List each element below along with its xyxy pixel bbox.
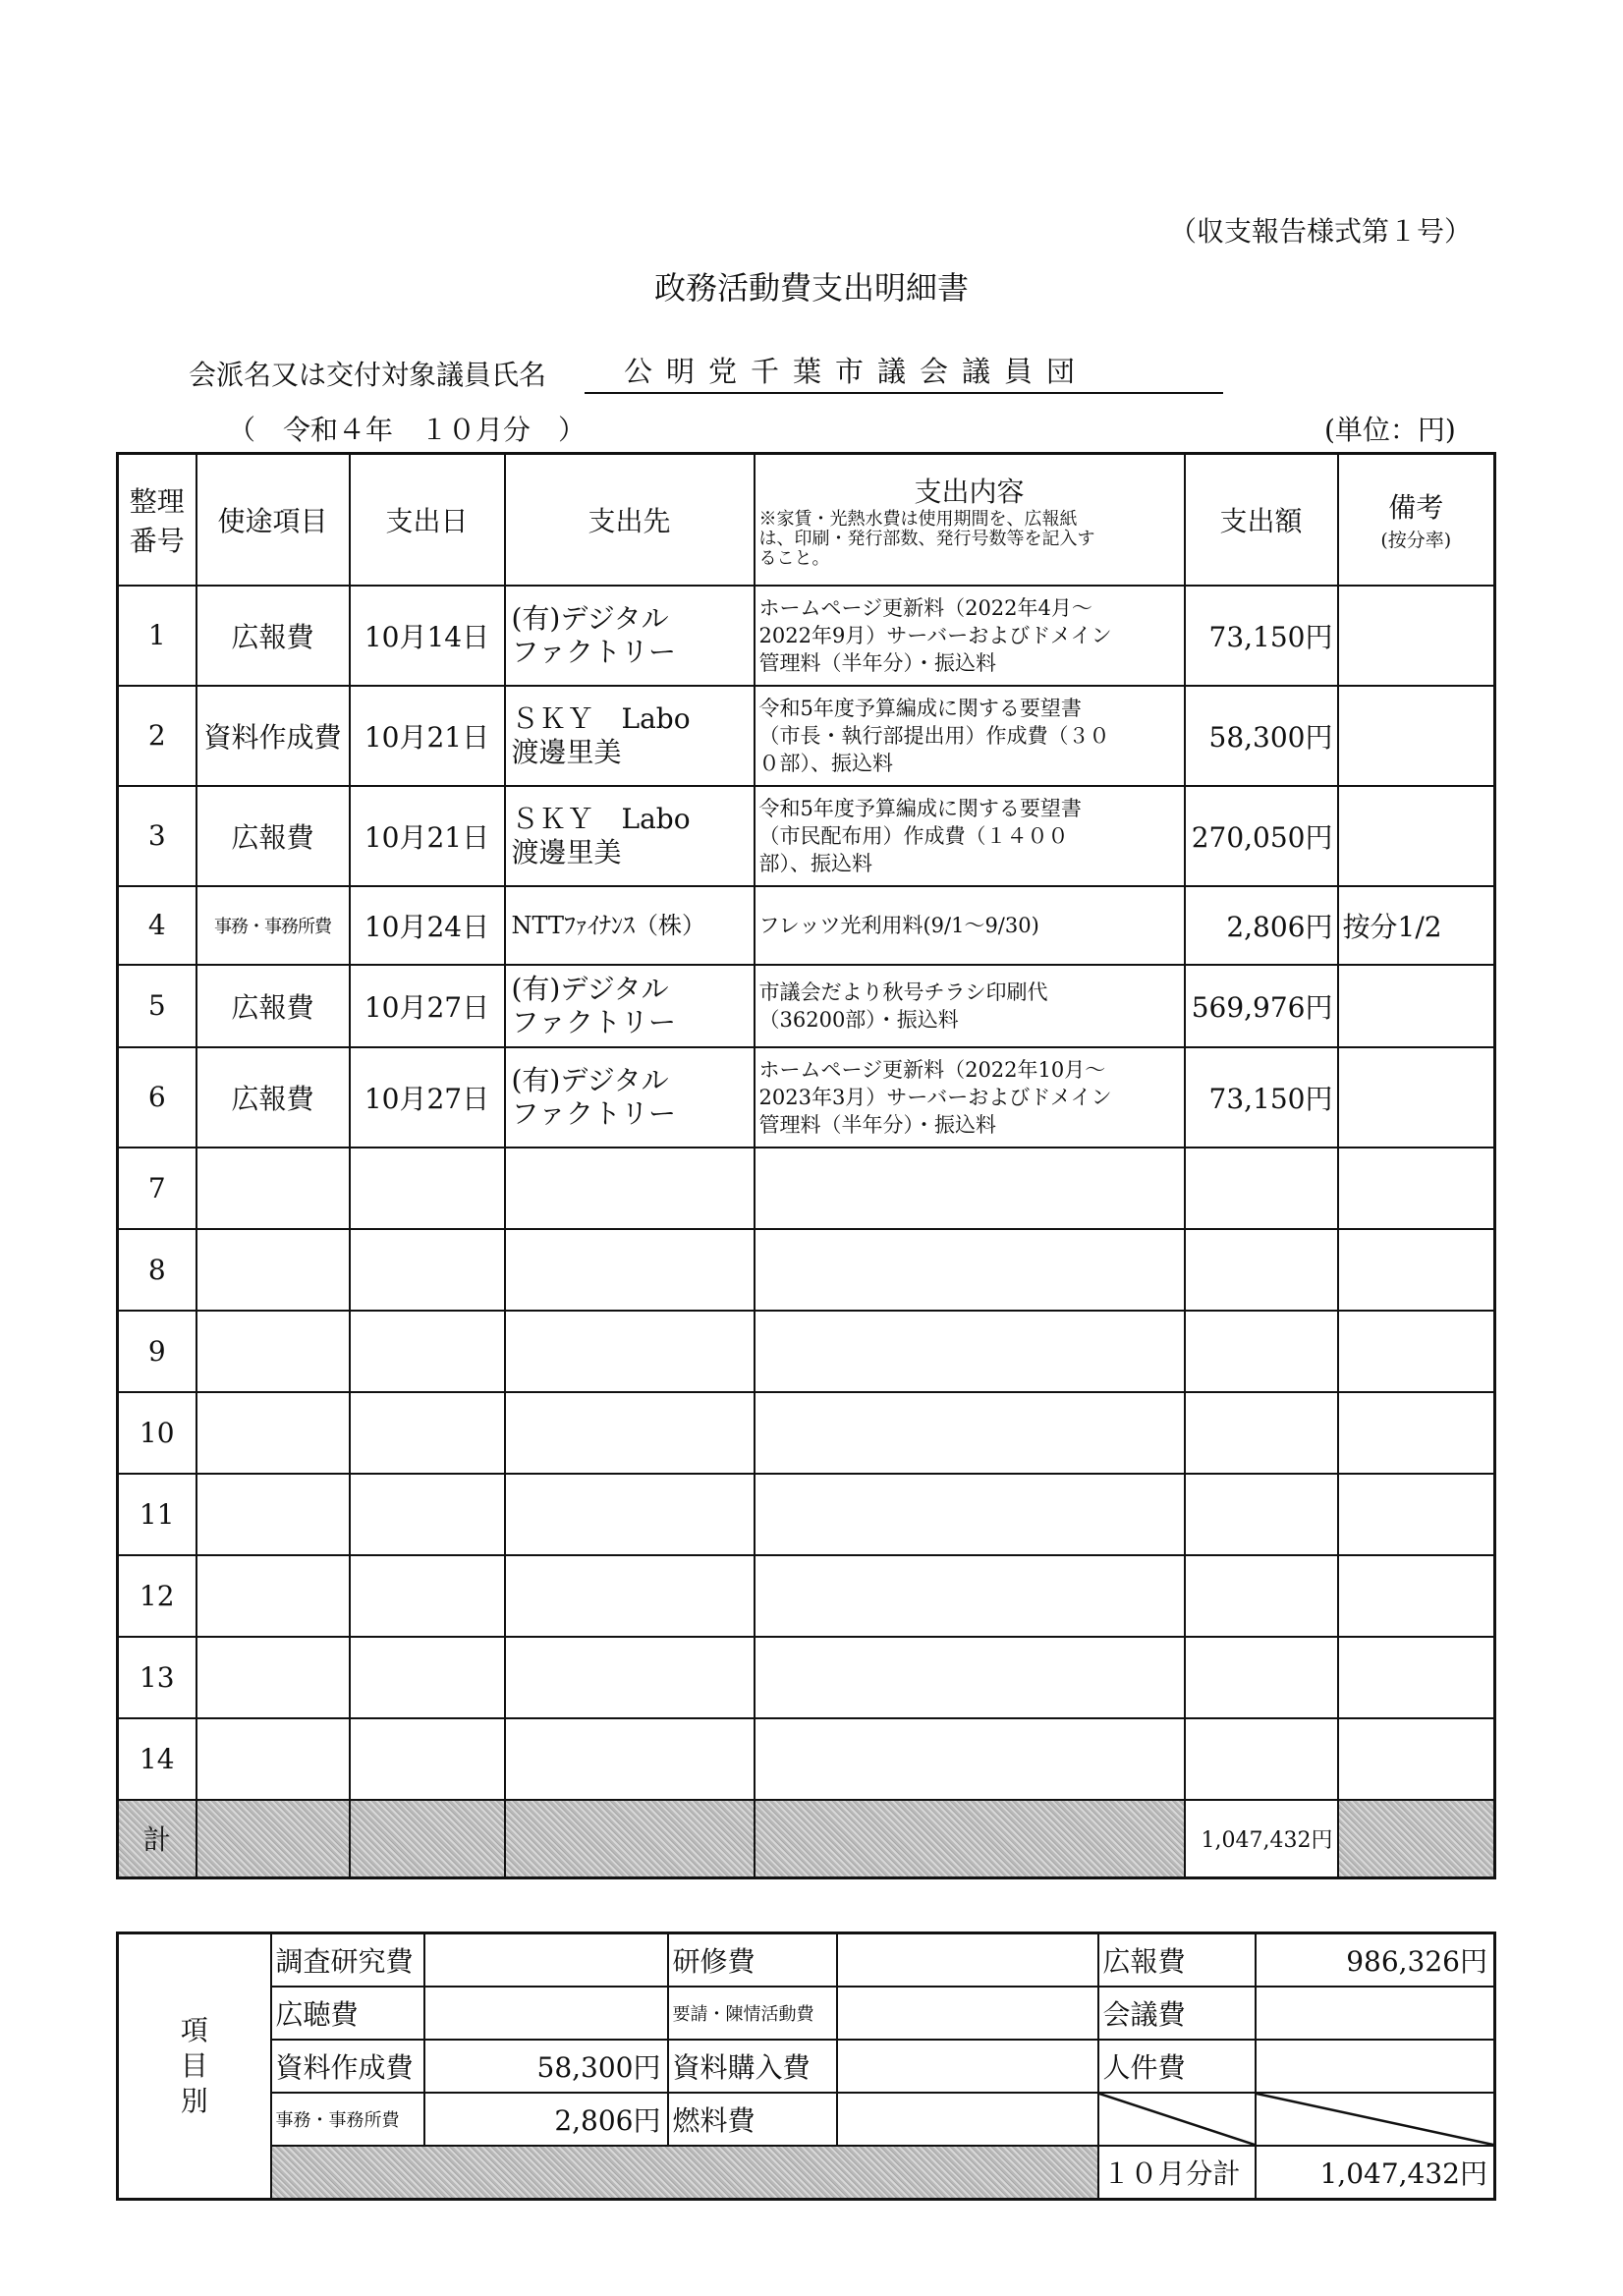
value-month-total: 1,047,432円 [1256, 2146, 1495, 2200]
row-amount: 58,300円 [1185, 686, 1338, 786]
label-pr: 広報費 [1098, 1933, 1256, 1988]
label-training: 研修費 [668, 1933, 837, 1988]
value-hearing [424, 1987, 668, 2040]
diagonal-cell [1098, 2093, 1256, 2146]
header-remark: 備考 (按分率) [1338, 454, 1495, 586]
header-payee: 支出先 [505, 454, 755, 586]
table-row [118, 1718, 1495, 1800]
label-office: 事務・事務所費 [271, 2093, 424, 2146]
diagonal-cell [1256, 2093, 1495, 2146]
row-use: 資料作成費 [196, 686, 350, 786]
row-payee: (有)デジタル ファクトリー [505, 965, 755, 1047]
table-row [118, 1148, 1495, 1229]
table-row [118, 1637, 1495, 1718]
row-number: 14 [118, 1718, 196, 1800]
row-amount: 569,976円 [1185, 965, 1338, 1047]
row-number: 12 [118, 1555, 196, 1637]
row-number: 2 [118, 686, 196, 786]
row-remark [1338, 686, 1495, 786]
label-hearing: 広聴費 [271, 1987, 424, 2040]
party-name: 公明党千葉市議会議員団 [585, 350, 1223, 394]
row-number: 13 [118, 1637, 196, 1718]
table-row [118, 1047, 1495, 1148]
table-row [118, 786, 1495, 886]
expense-table [116, 452, 1496, 1879]
row-remark [1338, 586, 1495, 686]
row-amount: 73,150円 [1185, 586, 1338, 686]
row-number: 10 [118, 1392, 196, 1474]
table-row [118, 1311, 1495, 1392]
row-payee: NTTﾌｧｲﾅﾝｽ（株） [505, 886, 755, 965]
shaded-cell [271, 2146, 1098, 2200]
row-detail: ホームページ更新料（2022年4月～ 2022年9月）サーバーおよびドメイン 管理料（半年分）・振込料 [755, 586, 1185, 686]
row-date: 10月21日 [350, 686, 505, 786]
row-use: 事務・事務所費 [196, 886, 350, 965]
value-purchase [837, 2040, 1098, 2093]
row-detail: フレッツ光利用料(9/1～9/30) [755, 886, 1185, 965]
row-number: 4 [118, 886, 196, 965]
page-title: 政務活動費支出明細書 [653, 269, 969, 307]
row-detail: 令和5年度予算編成に関する要望書 （市民配布用）作成費（１４００ 部）、振込料 [755, 786, 1185, 886]
value-fuel [837, 2093, 1098, 2146]
label-purchase: 資料購入費 [668, 2040, 837, 2093]
row-date: 10月14日 [350, 586, 505, 686]
header-date: 支出日 [350, 454, 505, 586]
table-row [118, 965, 1495, 1047]
value-petition [837, 1987, 1098, 2040]
row-use: 広報費 [196, 586, 350, 686]
label-materials: 資料作成費 [271, 2040, 424, 2093]
header-detail-note: ること。 [758, 547, 830, 569]
header-no: 整理 番号 [118, 454, 196, 586]
category-summary-table [116, 1932, 1496, 2201]
row-use: 広報費 [196, 786, 350, 886]
row-remark [1338, 965, 1495, 1047]
total-amount: 1,047,432円 [1185, 1800, 1338, 1878]
label-research: 調査研究費 [271, 1933, 424, 1988]
table-row [118, 1392, 1495, 1474]
table-row [118, 886, 1495, 965]
row-payee: (有)デジタル ファクトリー [505, 1047, 755, 1148]
label-fuel: 燃料費 [668, 2093, 837, 2146]
row-number: 6 [118, 1047, 196, 1148]
row-number: 7 [118, 1148, 196, 1229]
row-number: 11 [118, 1474, 196, 1555]
value-pr: 986,326円 [1256, 1933, 1495, 1988]
row-amount: 270,050円 [1185, 786, 1338, 886]
label-petition: 要請・陳情活動費 [668, 1987, 837, 2040]
header-detail-note: は、印刷・発行部数、発行号数等を記入す [758, 528, 1095, 549]
value-personnel [1256, 2040, 1495, 2093]
row-use: 広報費 [196, 1047, 350, 1148]
row-payee: (有)デジタル ファクトリー [505, 586, 755, 686]
row-amount: 73,150円 [1185, 1047, 1338, 1148]
label-personnel: 人件費 [1098, 2040, 1256, 2093]
row-date: 10月24日 [350, 886, 505, 965]
row-date: 10月27日 [350, 1047, 505, 1148]
row-amount: 2,806円 [1185, 886, 1338, 965]
unit-label: (単位：円) [1324, 414, 1456, 446]
label-meeting: 会議費 [1098, 1987, 1256, 2040]
value-office: 2,806円 [424, 2093, 668, 2146]
total-row [118, 1800, 1495, 1878]
header-detail-note: ※家賃・光熱水費は使用期間を、広報紙 [758, 508, 1078, 530]
row-number: 5 [118, 965, 196, 1047]
category-label: 項 目 別 [118, 1933, 271, 2200]
row-detail: 令和5年度予算編成に関する要望書 （市長・執行部提出用）作成費（３０ ０部）、振込料 [755, 686, 1185, 786]
value-meeting [1256, 1987, 1495, 2040]
label-month-total: １０月分計 [1098, 2146, 1256, 2200]
row-detail: 市議会だより秋号チラシ印刷代 （36200部）・振込料 [755, 965, 1185, 1047]
row-remark: 按分1/2 [1338, 886, 1495, 965]
table-row [118, 1474, 1495, 1555]
row-use: 広報費 [196, 965, 350, 1047]
header-row [118, 454, 1495, 586]
row-detail: ホームページ更新料（2022年10月～ 2023年3月）サーバーおよびドメイン 管理料（半年分）・振込料 [755, 1047, 1185, 1148]
header-detail [755, 454, 1185, 586]
header-use: 使途項目 [196, 454, 350, 586]
row-remark [1338, 1047, 1495, 1148]
row-payee: ＳＫＹ Labo 渡邊里美 [505, 686, 755, 786]
table-row [118, 686, 1495, 786]
row-payee: ＳＫＹ Labo 渡邊里美 [505, 786, 755, 886]
reporting-period: （ 令和４年 １０月分 ） [228, 414, 587, 446]
row-remark [1338, 786, 1495, 886]
form-number: （収支報告様式第１号） [1169, 215, 1473, 248]
value-materials: 58,300円 [424, 2040, 668, 2093]
table-row [118, 586, 1495, 686]
party-label: 会派名又は交付対象議員氏名 [189, 359, 547, 391]
table-row [118, 1555, 1495, 1637]
row-number: 9 [118, 1311, 196, 1392]
row-number: 8 [118, 1229, 196, 1311]
value-research [424, 1933, 668, 1988]
header-detail-title: 支出内容 [914, 475, 1025, 508]
row-date: 10月27日 [350, 965, 505, 1047]
row-number: 3 [118, 786, 196, 886]
row-number: 1 [118, 586, 196, 686]
value-training [837, 1933, 1098, 1988]
total-label: 計 [118, 1800, 196, 1878]
row-date: 10月21日 [350, 786, 505, 886]
header-amount: 支出額 [1185, 454, 1338, 586]
table-row [118, 1229, 1495, 1311]
